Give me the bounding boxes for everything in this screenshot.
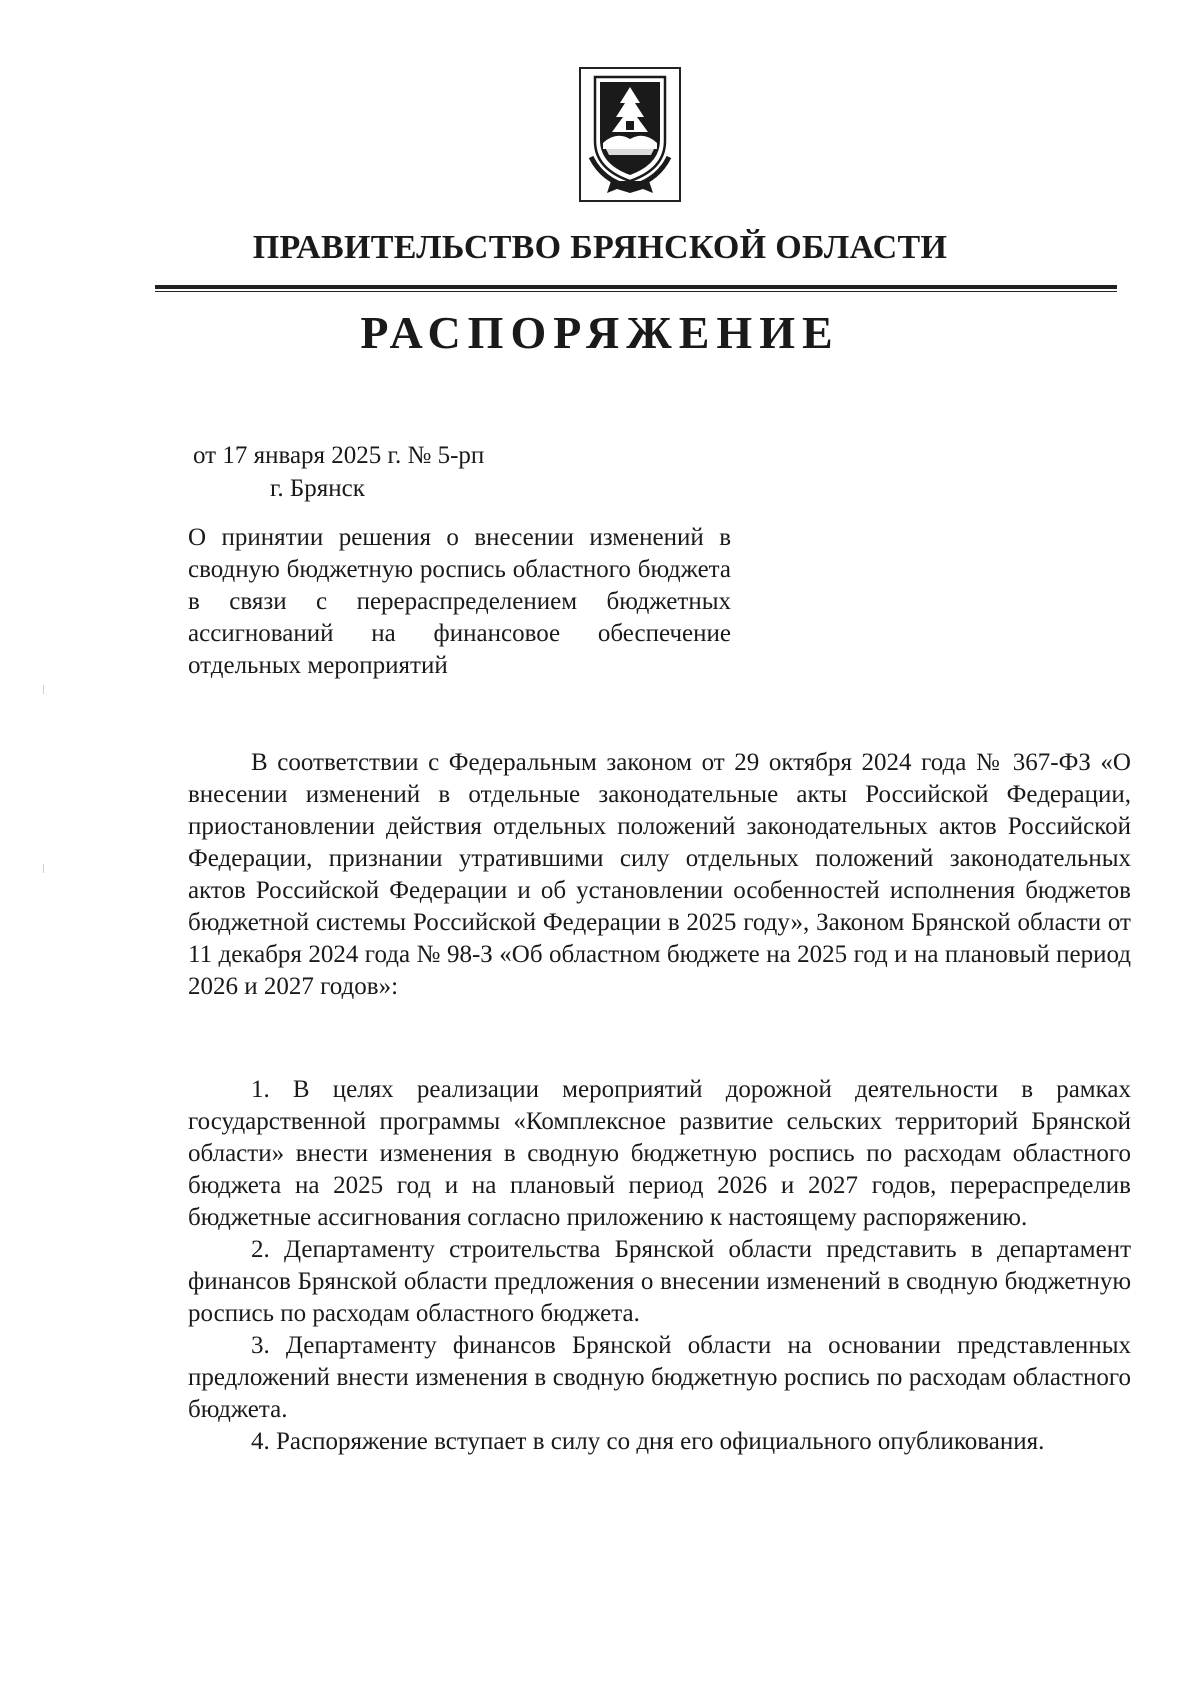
bryansk-coat-of-arms-icon: [579, 67, 681, 202]
organization-title: ПРАВИТЕЛЬСТВО БРЯНСКОЙ ОБЛАСТИ: [252, 229, 948, 266]
item-paragraph-4: 4. Распоряжение вступает в силу со дня его официального опубликования.: [251, 1428, 1045, 1455]
item-paragraph-3: 3. Департаменту финансов Брянской области на основании представленных предложений внести изменения в сводную бюджетную роспись по расходам областного бюджета.: [188, 1332, 1131, 1423]
document-date-number: от 17 января 2025 г. № 5-рп: [193, 442, 485, 469]
resolution-items: [188, 1074, 1131, 1458]
preamble-paragraph: В соответствии с Федеральным законом от 29 октября 2024 года № 367-ФЗ «О внесении изменений в отдельные законодательные акты Российской Федерации, приостановлении действия отдельных положений законодательных актов Российской Федерации, признании утратившими силу отдельных положений законодательных актов Российской Федерации и об установлении особенностей исполнения бюджетов бюджетной системы Российской Федерации в 2025 году», Законом Брянской области от 11 декабря 2024 года № 98-З «Об областном бюджете на 2025 год и на плановый период 2026 и 2027 годов»:: [188, 749, 1131, 1000]
scan-speck: [43, 864, 44, 873]
document-city: г. Брянск: [270, 475, 365, 502]
header-rule-thin: [155, 291, 1117, 292]
item-paragraph-1: 1. В целях реализации мероприятий дорожной деятельности в рамках государственной программы «Комплексное развитие сельских территорий Брянской области» внести изменения в сводную бюджетную роспись по расходам областного бюджета на 2025 год и на плановый период 2026 и 2027 годов, перераспределив бюджетные ассигнования согласно приложению к настоящему распоряжению.: [188, 1076, 1131, 1231]
document-type-title: РАСПОРЯЖЕНИЕ: [360, 307, 840, 358]
scan-speck: [43, 685, 44, 694]
coat-of-arms-graphic: [581, 69, 679, 200]
header-rule-thick: [155, 285, 1117, 289]
item-paragraph-2: 2. Департаменту строительства Брянской области представить в департамент финансов Брянской области предложения о внесении изменений в сводную бюджетную роспись по расходам областного бюджета.: [188, 1236, 1131, 1327]
document-subject: О принятии решения о внесении изменений в сводную бюджетную роспись областного бюджета в связи с перераспределением бюджетных ассигнований на финансовое обеспечение отдельных мероприятий: [188, 524, 731, 679]
